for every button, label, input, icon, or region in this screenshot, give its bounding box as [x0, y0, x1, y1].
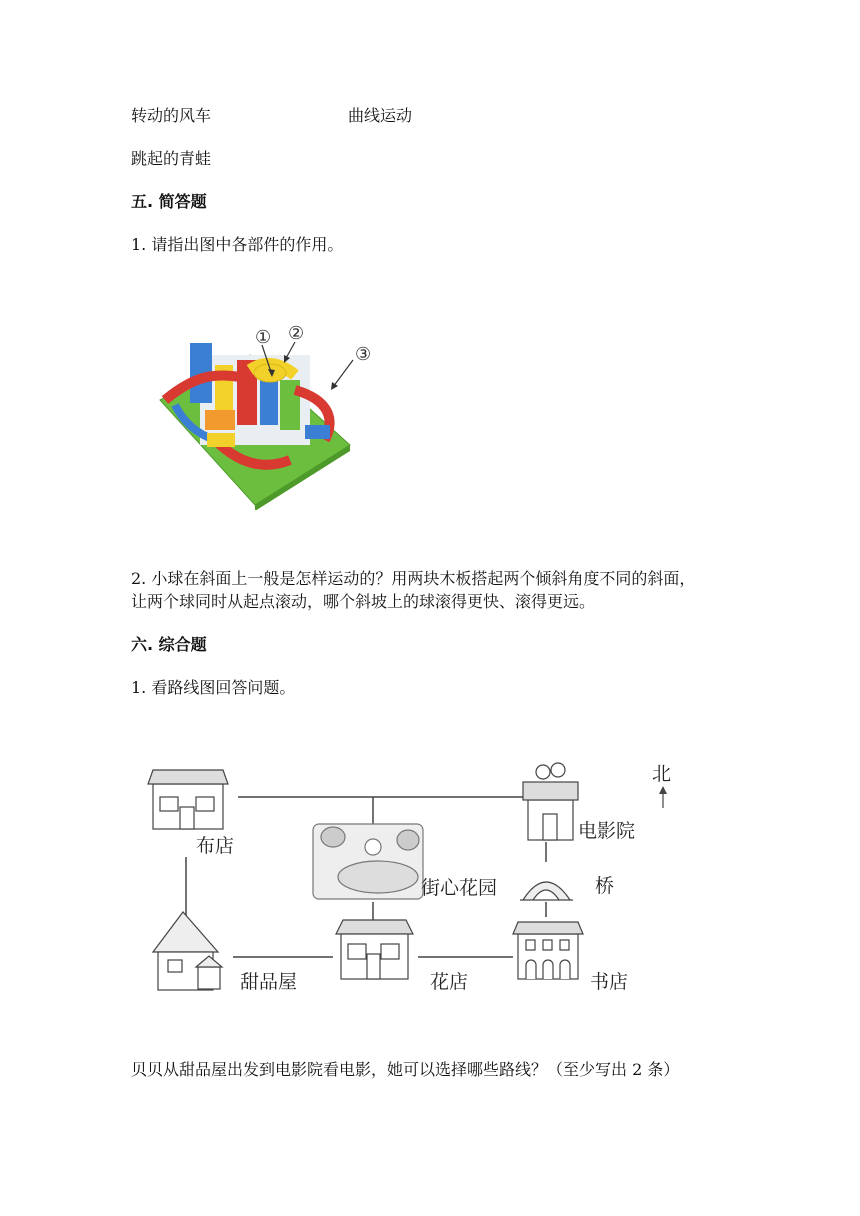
curve-motion-text: 曲线运动	[348, 106, 413, 125]
north-arrow-icon	[659, 786, 667, 794]
cloth-shop-label: 布店	[196, 835, 235, 857]
marker-1: ①	[255, 327, 272, 348]
dessert-house-icon	[153, 912, 222, 990]
marker-2: ②	[288, 323, 305, 344]
dessert-house-label: 甜品屋	[240, 971, 298, 993]
marble-run-image	[155, 315, 395, 510]
garden-label: 街心花园	[421, 877, 498, 899]
bookstore-icon	[513, 922, 583, 979]
question-5-1: 1. 请指出图中各部件的作用。	[131, 235, 344, 254]
question-5-2-line1: 2. 小球在斜面上一般是怎样运动的？用两块木板搭起两个倾斜角度不同的斜面，	[131, 569, 696, 588]
bookstore-label: 书店	[590, 971, 629, 993]
windmill-text: 转动的风车	[131, 106, 212, 125]
route-map	[138, 752, 698, 1002]
cloth-shop-icon	[148, 770, 228, 829]
section-6-heading: 六. 综合题	[131, 635, 207, 654]
flower-shop-label: 花店	[430, 971, 469, 993]
cinema-label: 电影院	[578, 820, 636, 842]
question-5-2-line2: 让两个球同时从起点滚动，哪个斜坡上的球滚得更快、滚得更远。	[131, 592, 596, 611]
flower-shop-icon	[336, 920, 413, 979]
north-label: 北	[652, 763, 672, 785]
marker-3: ③	[355, 344, 372, 365]
cinema-icon	[523, 763, 578, 840]
bridge-icon	[520, 882, 573, 900]
bridge-label: 桥	[595, 875, 615, 897]
frog-text: 跳起的青蛙	[131, 149, 212, 168]
garden-icon	[313, 824, 423, 899]
section-5-heading: 五. 简答题	[131, 192, 207, 211]
question-6-1: 1. 看路线图回答问题。	[131, 678, 296, 697]
route-question: 贝贝从甜品屋出发到电影院看电影，她可以选择哪些路线？（至少写出 2 条）	[131, 1060, 680, 1079]
